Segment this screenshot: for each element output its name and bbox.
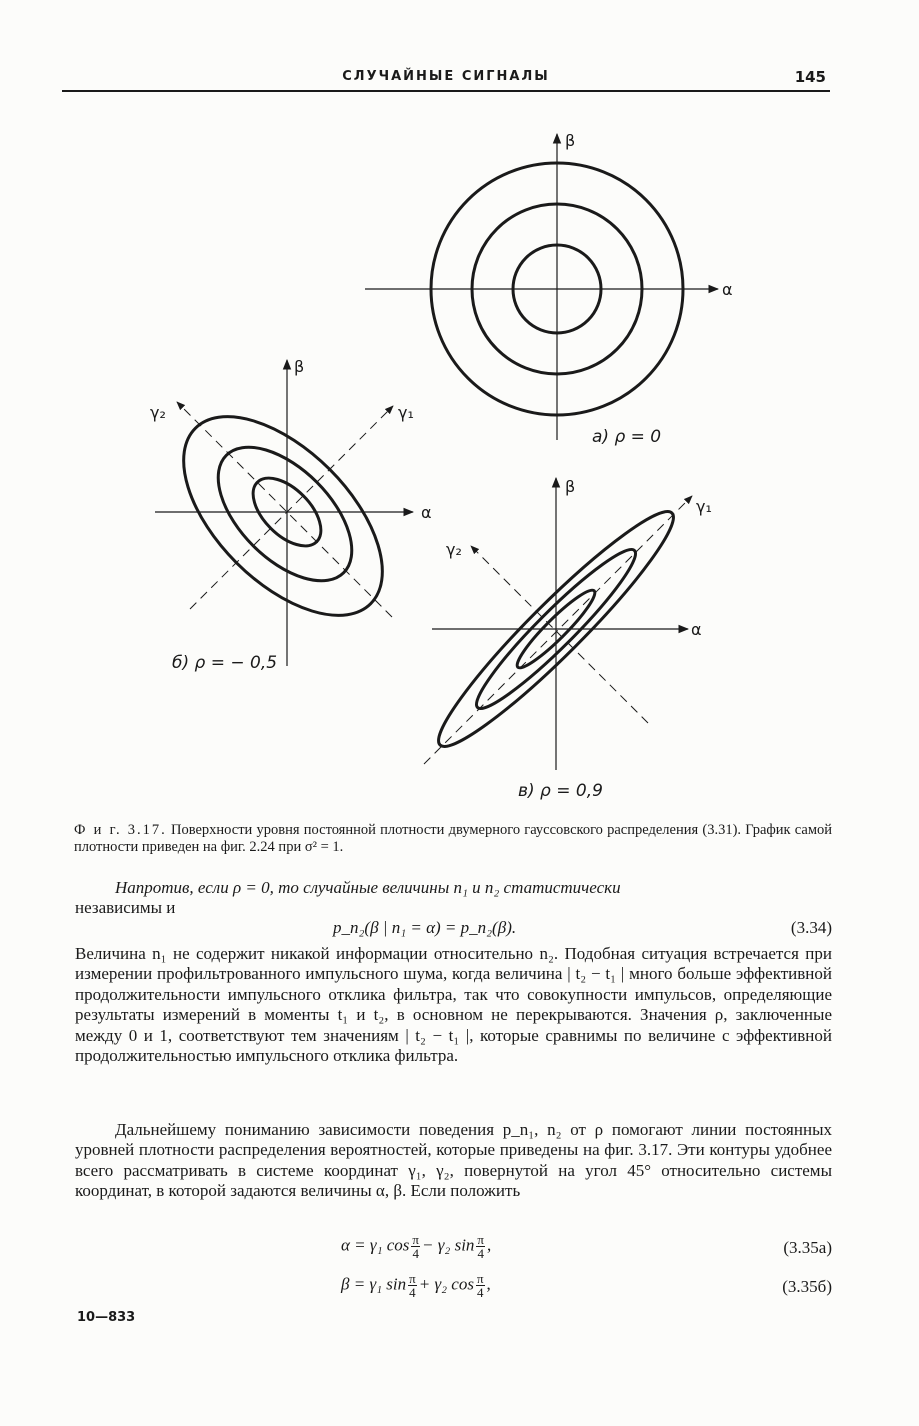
equation-3-35b-end: , — [486, 1274, 491, 1294]
paragraph-1-line — [75, 878, 832, 898]
frac-numerator: π — [476, 1271, 484, 1286]
panel-b-caption: б) ρ = − 0,5 — [172, 653, 278, 673]
paragraph-2-text: Величина n₁ не содержит никакой информации относительно n₂. Подобная ситуация встречается при измерении профильтрованного импульсного шума, когда величина | t₂ − t₁ | много больше эффективной продолжительности импульсного отклика фильтра, так что совокупности импульсов, определяющие результаты измерений в моменты t₁ и t₂, в основном не перекрываются. Значения ρ, заключенные между 0 и 1, соответствуют тем значениям | t₂ − t₁ |, которые сравнимы по величине с эффективной продолжительностью импульсного отклика фильтра. — [75, 944, 832, 1066]
equation-3-34-number: (3.34) — [790, 918, 832, 937]
panel-c-gamma2-label: γ₂ — [446, 540, 462, 559]
panel-a-caption: а) ρ = 0 — [592, 427, 662, 447]
panel-b-gamma2-label: γ₂ — [150, 403, 166, 422]
panel-c-gamma1-axis — [424, 496, 692, 764]
paragraph-1-tail: независимы и — [75, 898, 176, 918]
equation-3-35a-frac2 — [476, 1233, 485, 1260]
panel-c-beta-label: β — [565, 477, 576, 496]
equation-3-35a-number: (3.35a) — [783, 1238, 832, 1257]
frac-numerator: π — [409, 1271, 416, 1286]
equation-3-35a-body — [341, 1233, 491, 1260]
panel-b — [149, 357, 432, 673]
panel-b-gamma1-axis — [190, 406, 393, 609]
equation-3-35b-mid: + γ₂ cos — [418, 1274, 474, 1294]
equation-3-35a-mid: − γ₂ sin — [422, 1235, 475, 1255]
frac-denominator: 4 — [477, 1285, 484, 1300]
running-head-title: СЛУЧАЙНЫЕ СИГНАЛЫ — [342, 69, 550, 84]
panel-a-alpha-label: α — [722, 280, 733, 299]
frac-denominator: 4 — [409, 1285, 416, 1300]
panel-c-alpha-label: α — [691, 620, 702, 639]
equation-3-35b-frac2 — [476, 1272, 485, 1299]
equation-3-35b-number: (3.35б) — [782, 1277, 832, 1296]
paragraph-1 — [75, 878, 832, 919]
paragraph-2 — [75, 944, 832, 1066]
equation-3-34-body: p_n₂(β | n₁ = α) = p_n₂(β). — [333, 918, 517, 937]
frac-denominator: 4 — [477, 1246, 484, 1261]
equation-3-35b-frac1 — [408, 1272, 417, 1299]
frac-denominator: 4 — [412, 1246, 419, 1261]
figure-caption-text: Поверхности уровня постоянной плотности двумерного гауссовского распределения (3.31). График самой плотности приведен на фиг. 2.24 при σ² = 1. — [74, 822, 833, 855]
equation-3-35a-end: , — [487, 1235, 492, 1255]
panel-a — [365, 131, 733, 447]
equation-3-35b — [75, 1272, 832, 1302]
panel-c-gamma1-label: γ₁ — [696, 497, 712, 516]
page-number: 145 — [794, 68, 826, 86]
panel-b-gamma1-label: γ₁ — [398, 403, 414, 422]
figure-caption-lead: Ф и г. 3.17. — [74, 822, 167, 838]
panel-a-beta-label: β — [565, 131, 576, 150]
equation-3-35b-left: β = γ₁ sin — [341, 1274, 407, 1294]
paragraph-3-text: Дальнейшему пониманию зависимости поведения p_n₁, n₂ от ρ помогают линии постоянных уровней плотности распределения вероятностей, которые приведены на фиг. 3.17. Эти контуры удобнее всего рассматривать в системе координат γ₁, γ₂, повернутой на угол 45° относительно системы координат, в которой задаются величины α, β. Если положить — [75, 1120, 832, 1201]
panel-b-alpha-label: α — [421, 503, 432, 522]
equation-3-35a-left: α = γ₁ cos — [341, 1235, 410, 1255]
frac-numerator: π — [412, 1232, 419, 1247]
figure-caption — [74, 822, 832, 856]
frac-numerator: π — [477, 1232, 484, 1247]
panel-c-gamma2-axis — [471, 546, 648, 723]
equation-3-35a — [75, 1233, 832, 1263]
panel-b-contour-outer — [149, 382, 418, 651]
equation-3-35a-frac1 — [411, 1233, 420, 1260]
paragraph-3 — [75, 1120, 832, 1202]
panel-c-caption: в) ρ = 0,9 — [518, 781, 603, 801]
paragraph-1-italic: Напротив, если ρ = 0, то случайные величины n₁ и n₂ статистически — [115, 878, 621, 897]
signature-mark: 10—833 — [77, 1310, 136, 1325]
equation-3-35b-body — [341, 1272, 491, 1299]
panel-c — [422, 477, 712, 801]
panel-b-beta-label: β — [294, 357, 305, 376]
